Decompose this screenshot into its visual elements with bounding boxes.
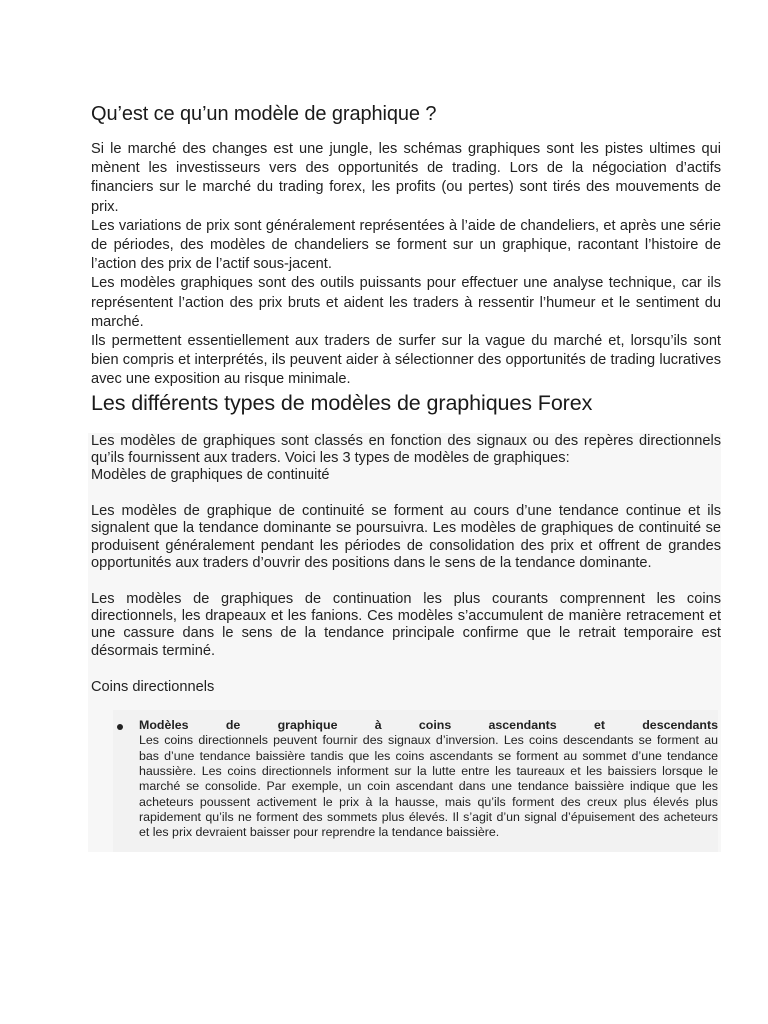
spacer [91,660,721,679]
bullet-icon [117,724,123,730]
paragraph: Les modèles de graphiques sont classés en fonction des signaux ou des repères directionnels qu’ils fournissent aux traders. Voici les 3 types de modèles de graphiques: [91,432,721,466]
heading-what-is-chart-pattern: Qu’est ce qu’un modèle de graphique ? [91,103,437,125]
paragraph: Les modèles de graphique de continuité se forment au cours d’une tendance continue et ils signalent que la tendance dominante se poursuivra. Les modèles de graphiques de continuité se produisent généralement pendant les périodes de consolidation des prix et offrent de grandes opportunités aux traders d’ouvrir des positions dans le sens de la tendance dominante. [91,503,721,571]
bullet-body [139,718,718,840]
paragraph: Si le marché des changes est une jungle, les schémas graphiques sont les pistes ultimes qui mènent les investisseurs vers des opportunités de trading. Lors de la négociation d’actifs financiers sur le marché du trading forex, les profits (ou pertes) sont tirés des mouvements de prix. [91,141,721,215]
spacer [91,484,721,503]
list-item [113,718,718,840]
subheading-continuity: Modèles de graphiques de continuité [91,467,330,484]
paragraph: Les modèles graphiques sont des outils puissants pour effectuer une analyse technique, car ils représentent l’action des prix bruts et aident les traders à ressentir l’humeur et le sentiment du marché. [91,275,721,330]
spacer [91,572,721,591]
document-content [91,102,721,852]
bullet-list [113,710,718,852]
paragraph: Les modèles de graphiques de continuation les plus courants comprennent les coins directionnels, les drapeaux et les fanions. Ces modèles s’accumulent de manière retracement et une cassure dans le sens de la tendance principale confirme que le retrait temporaire est désormais terminé. [91,591,721,659]
heading-chart-pattern-types: Les différents types de modèles de graphiques Forex [91,390,593,415]
intro-paragraphs [91,140,721,390]
label-coins-directionnels: Coins directionnels [91,678,215,695]
pasted-content-block [88,433,721,853]
bullet-text: Les coins directionnels peuvent fournir des signaux d’inversion. Les coins descendants se forment au bas d’une tendance baissière tandis que les coins ascendants se forment au sommet d’une tendance haussière. Les coins directionnels informent sur la lutte entre les taureaux et les baissiers lorsque le marché se consolide. Par exemple, un coin ascendant dans une tendance baissière indique que les acheteurs poussent activement le prix à la hausse, mais qu’ils forment des creux plus élevés plus rapidement qu’ils ne forment des sommets plus élevés. Il s’agit d’un signal d’épuisement des acheteurs et les prix devraient baisser pour reprendre la tendance baissière. [139,733,718,840]
paragraph: Ils permettent essentiellement aux traders de surfer sur la vague du marché et, lorsqu’ils sont bien compris et interprétés, ils peuvent aider à sélectionner des opportunités de trading lucratives avec une exposition au risque minimale. [91,333,721,388]
paragraph: Les variations de prix sont généralement représentées à l’aide de chandeliers, et après une série de périodes, des modèles de chandeliers se forment sur un graphique, racontant l’histoire de l’action des prix de l’actif sous-jacent. [91,217,721,273]
bullet-heading: Modèles de graphique à coins ascendants et descendants [139,718,718,733]
